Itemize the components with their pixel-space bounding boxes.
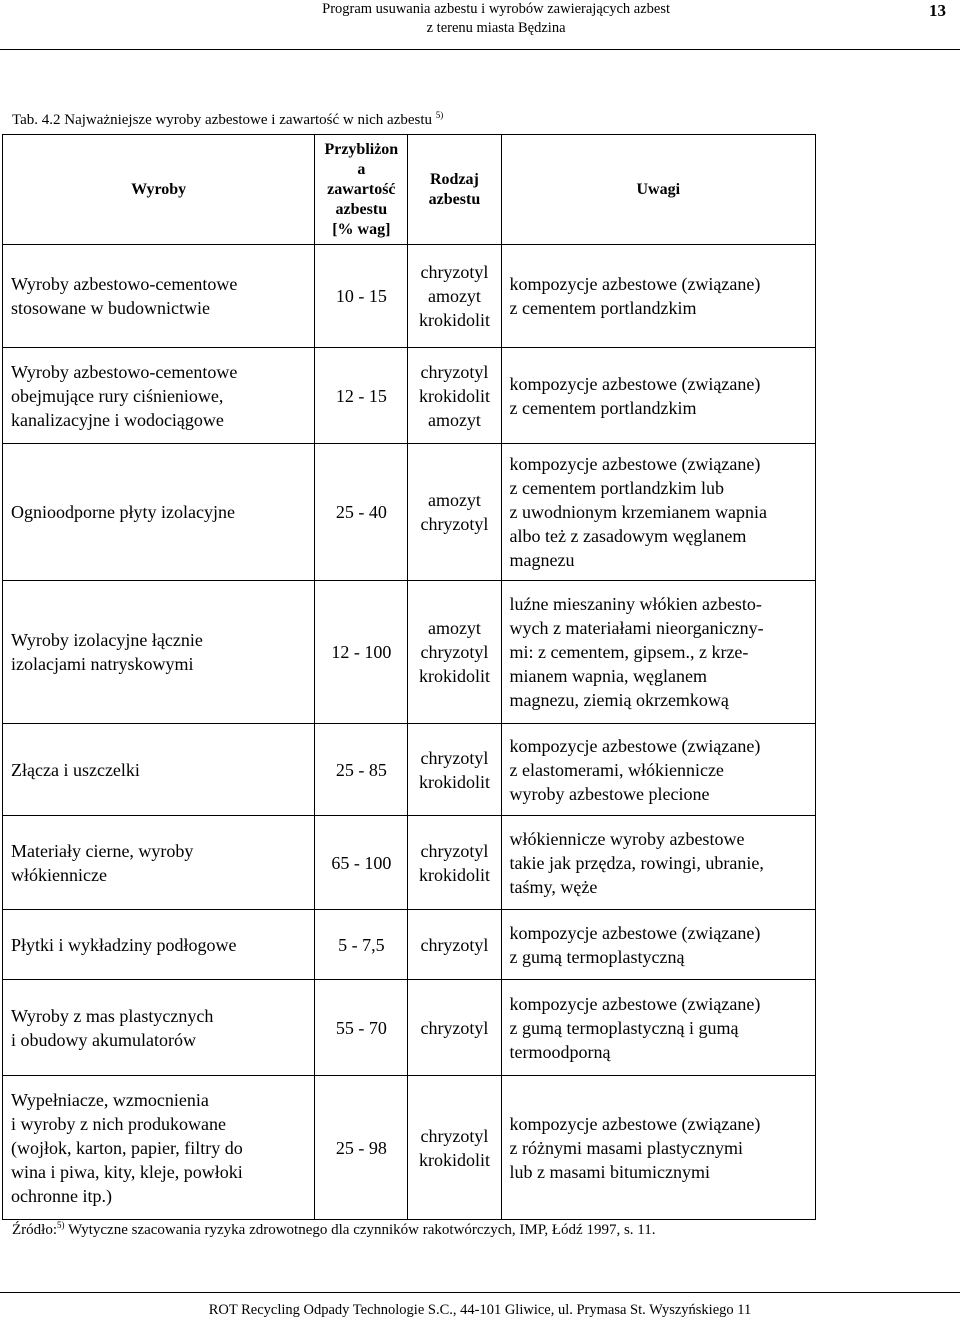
notes-line: z uwodnionym krzemianem wapnia bbox=[509, 502, 767, 522]
notes-line: z cementem portlandzkim bbox=[509, 397, 697, 418]
product-name-cell bbox=[3, 581, 315, 724]
header-products: Wyroby bbox=[3, 135, 315, 245]
notes-line: kompozycje azbestowe (związane) bbox=[509, 373, 761, 394]
asbestos-content-cell: 65 - 100 bbox=[315, 816, 408, 910]
header-line: Przybliżon bbox=[324, 140, 399, 158]
asbestos-type-line: krokidolit bbox=[418, 864, 490, 885]
product-name-line: i obudowy akumulatorów bbox=[11, 1029, 196, 1050]
table-caption-text: Tab. 4.2 Najważniejsze wyroby azbestowe i zawartość w nich azbestu bbox=[12, 112, 433, 128]
notes-line: taśmy, węże bbox=[509, 876, 598, 897]
asbestos-type-cell bbox=[408, 910, 501, 980]
asbestos-type-line: krokidolit bbox=[418, 666, 490, 686]
asbestos-type-cell bbox=[408, 245, 501, 348]
notes-line: z różnymi masami plastycznymi bbox=[509, 1137, 743, 1158]
notes-line: kompozycje azbestowe (związane) bbox=[509, 735, 761, 756]
header-line: azbestu bbox=[335, 200, 388, 218]
notes-line: z gumą termoplastyczną i gumą bbox=[509, 1017, 739, 1038]
product-name-line: obejmujące rury ciśnieniowe, bbox=[11, 385, 224, 406]
notes-cell bbox=[501, 724, 815, 816]
table-row bbox=[3, 910, 816, 980]
source-reference: 5) bbox=[57, 1220, 65, 1230]
notes-line: magnezu bbox=[509, 550, 575, 570]
footer-divider bbox=[0, 1292, 960, 1293]
asbestos-type-line: amozyt bbox=[427, 409, 481, 430]
asbestos-content-cell: 55 - 70 bbox=[315, 980, 408, 1076]
product-name-line: ochronne itp.) bbox=[11, 1185, 112, 1206]
notes-cell bbox=[501, 444, 815, 581]
source-note bbox=[12, 1220, 656, 1239]
notes-line: kompozycje azbestowe (związane) bbox=[509, 922, 761, 943]
product-name-line: kanalizacyjne i wodociągowe bbox=[11, 409, 224, 430]
asbestos-type-line: chryzotyl bbox=[420, 262, 489, 282]
product-name-cell bbox=[3, 245, 315, 348]
notes-line: z gumą termoplastyczną bbox=[509, 946, 685, 967]
asbestos-type-line: chryzotyl bbox=[420, 934, 489, 955]
table-row bbox=[3, 348, 816, 444]
asbestos-type-cell bbox=[408, 444, 501, 581]
notes-line: kompozycje azbestowe (związane) bbox=[509, 274, 761, 294]
notes-line: lub z masami bitumicznymi bbox=[509, 1161, 710, 1182]
notes-line: luźne mieszaniny włókien azbesto- bbox=[509, 594, 762, 614]
product-name-line: Materiały cierne, wyroby bbox=[11, 840, 194, 861]
table-header-row bbox=[3, 135, 816, 245]
asbestos-type-line: krokidolit bbox=[418, 771, 490, 792]
asbestos-content-cell: 25 - 85 bbox=[315, 724, 408, 816]
page-header bbox=[0, 0, 960, 52]
table-row bbox=[3, 724, 816, 816]
asbestos-type-cell bbox=[408, 980, 501, 1076]
product-name-line: Ognioodporne płyty izolacyjne bbox=[11, 502, 235, 522]
table-caption-reference: 5) bbox=[435, 110, 444, 120]
product-name-cell bbox=[3, 816, 315, 910]
notes-cell bbox=[501, 245, 815, 348]
asbestos-content-cell: 25 - 98 bbox=[315, 1076, 408, 1220]
header-line: [% wag] bbox=[332, 220, 391, 238]
table-row bbox=[3, 444, 816, 581]
header-notes: Uwagi bbox=[501, 135, 815, 245]
notes-cell bbox=[501, 581, 815, 724]
notes-line: mi: z cementem, gipsem., z krze- bbox=[509, 642, 749, 662]
notes-line: z elastomerami, włókiennicze bbox=[509, 759, 724, 780]
asbestos-type-line: chryzotyl bbox=[420, 1125, 489, 1146]
asbestos-type-line: chryzotyl bbox=[420, 1017, 489, 1038]
asbestos-type-line: krokidolit bbox=[418, 1149, 490, 1170]
header-line: azbestu bbox=[428, 190, 481, 208]
notes-cell bbox=[501, 348, 815, 444]
product-name-line: włókiennicze bbox=[11, 864, 107, 885]
product-name-cell bbox=[3, 444, 315, 581]
notes-line: z cementem portlandzkim bbox=[509, 298, 697, 318]
notes-line: mianem wapnia, węglanem bbox=[509, 666, 707, 686]
asbestos-type-line: amozyt bbox=[427, 618, 481, 638]
notes-cell bbox=[501, 910, 815, 980]
asbestos-type-line: chryzotyl bbox=[420, 840, 489, 861]
asbestos-content-cell: 5 - 7,5 bbox=[315, 910, 408, 980]
table-row bbox=[3, 980, 816, 1076]
asbestos-content-cell: 12 - 100 bbox=[315, 581, 408, 724]
asbestos-type-cell bbox=[408, 1076, 501, 1220]
notes-line: wych z materiałami nieorganiczny- bbox=[509, 618, 764, 638]
notes-cell bbox=[501, 1076, 815, 1220]
header-line: zawartość bbox=[327, 180, 396, 198]
header-divider bbox=[0, 49, 960, 50]
notes-line: kompozycje azbestowe (związane) bbox=[509, 1113, 761, 1134]
table-row bbox=[3, 581, 816, 724]
asbestos-type-cell bbox=[408, 724, 501, 816]
asbestos-type-line: krokidolit bbox=[418, 310, 490, 330]
asbestos-type-cell bbox=[408, 816, 501, 910]
product-name-line: i wyroby z nich produkowane bbox=[11, 1113, 226, 1134]
document-title-line-2: z terenu miasta Będzina bbox=[426, 20, 566, 36]
header-type bbox=[408, 135, 501, 245]
product-name-line: Wyroby z mas plastycznych bbox=[11, 1005, 214, 1026]
notes-cell bbox=[501, 816, 815, 910]
table-caption bbox=[12, 110, 443, 129]
source-text: Wytyczne szacowania ryzyka zdrowotnego dla czynników rakotwórczych, IMP, Łódź 1997, s. 11. bbox=[64, 1222, 656, 1238]
notes-line: kompozycje azbestowe (związane) bbox=[509, 454, 761, 474]
product-name-line: Płytki i wykładziny podłogowe bbox=[11, 934, 237, 955]
document-title-line-1: Program usuwania azbestu i wyrobów zawierających azbest bbox=[322, 1, 670, 17]
product-name-line: wina i piwa, kity, kleje, powłoki bbox=[11, 1161, 243, 1182]
product-name-cell bbox=[3, 348, 315, 444]
notes-line: kompozycje azbestowe (związane) bbox=[509, 993, 761, 1014]
notes-line: termoodporną bbox=[509, 1041, 611, 1062]
asbestos-type-line: chryzotyl bbox=[420, 514, 489, 534]
asbestos-type-line: chryzotyl bbox=[420, 642, 489, 662]
document-title bbox=[322, 0, 670, 38]
header-line: a bbox=[357, 160, 366, 178]
asbestos-type-line: chryzotyl bbox=[420, 747, 489, 768]
asbestos-content-cell: 25 - 40 bbox=[315, 444, 408, 581]
product-name-line: Wyroby azbestowo-cementowe bbox=[11, 361, 238, 382]
table-row bbox=[3, 1076, 816, 1220]
notes-line: albo też z zasadowym węglanem bbox=[509, 526, 747, 546]
product-name-line: izolacjami natryskowymi bbox=[11, 654, 194, 674]
asbestos-type-line: amozyt bbox=[427, 286, 481, 306]
product-name-line: (wojłok, karton, papier, filtry do bbox=[11, 1137, 243, 1158]
product-name-line: stosowane w budownictwie bbox=[11, 298, 210, 318]
asbestos-type-line: chryzotyl bbox=[420, 361, 489, 382]
table-row bbox=[3, 245, 816, 348]
asbestos-type-cell bbox=[408, 348, 501, 444]
table-body bbox=[3, 245, 816, 1220]
product-name-cell bbox=[3, 1076, 315, 1220]
notes-cell bbox=[501, 980, 815, 1076]
product-name-line: Wypełniacze, wzmocnienia bbox=[11, 1089, 209, 1110]
table-row bbox=[3, 816, 816, 910]
asbestos-content-cell: 10 - 15 bbox=[315, 245, 408, 348]
product-name-cell bbox=[3, 724, 315, 816]
notes-line: wyroby azbestowe plecione bbox=[509, 783, 710, 804]
asbestos-type-cell bbox=[408, 581, 501, 724]
header-line: Rodzaj bbox=[430, 170, 479, 188]
notes-line: magnezu, ziemią okrzemkową bbox=[509, 690, 729, 710]
product-name-cell bbox=[3, 910, 315, 980]
notes-line: włókiennicze wyroby azbestowe bbox=[509, 828, 745, 849]
product-name-line: Wyroby izolacyjne łącznie bbox=[11, 630, 203, 650]
product-name-line: Złącza i uszczelki bbox=[11, 759, 140, 780]
page-footer: ROT Recycling Odpady Technologie S.C., 44-101 Gliwice, ul. Prymasa St. Wyszyńskiego 11 bbox=[208, 1302, 752, 1318]
header-content bbox=[315, 135, 408, 245]
source-label: Źródło: bbox=[12, 1222, 57, 1238]
asbestos-type-line: amozyt bbox=[427, 490, 481, 510]
asbestos-content-cell: 12 - 15 bbox=[315, 348, 408, 444]
page-number: 13 bbox=[929, 1, 946, 20]
notes-line: z cementem portlandzkim lub bbox=[509, 478, 724, 498]
product-name-cell bbox=[3, 980, 315, 1076]
product-name-line: Wyroby azbestowo-cementowe bbox=[11, 274, 238, 294]
notes-line: takie jak przędza, rowingi, ubranie, bbox=[509, 852, 764, 873]
asbestos-type-line: krokidolit bbox=[418, 385, 490, 406]
asbestos-products-table bbox=[2, 134, 816, 1220]
